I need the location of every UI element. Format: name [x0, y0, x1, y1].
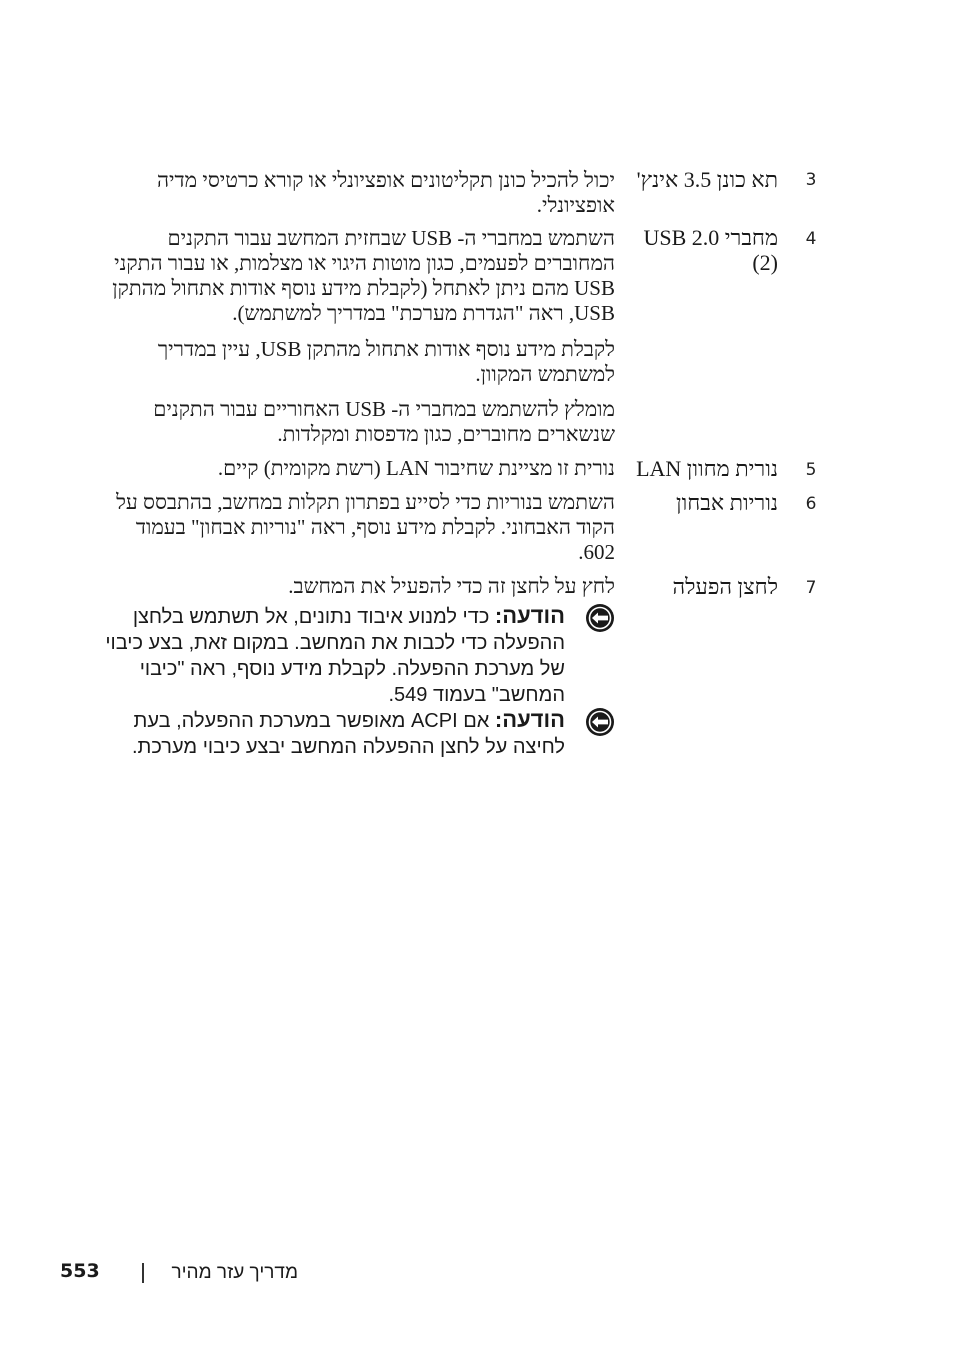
row-number: 7: [805, 578, 817, 598]
notice-circle-arrow-icon: [585, 603, 615, 633]
row-number: 5: [805, 460, 817, 480]
row-number: 4: [805, 229, 817, 249]
row-label: לחצן הפעלה: [672, 574, 778, 599]
row-label: נוריות אבחון: [676, 490, 778, 515]
row-description: נורית זו מציינת שחיבור LAN (רשת מקומית) קיים.: [217, 456, 615, 480]
row-number: 6: [805, 494, 817, 514]
footer-title: מדריך עזר מהיר: [171, 1262, 298, 1283]
notice-box: [100, 707, 615, 807]
notice-body: אם ACPI מאופשר במערכת ההפעלה, בעת לחיצה על לחצן ההפעלה המחשב יבצע כיבוי מערכת.: [131, 710, 565, 758]
notice-body: כדי למנוע איבוד נתונים, אל תשתמש בלחצן ההפעלה כדי לכבות את המחשב. במקום זאת, בצע כיבוי של מערכת ההפעלה. לקבלת מידע נוסף, ראה "כיבוי המחשב" בעמוד 549.: [105, 606, 565, 706]
notice-heading: הודעה:: [494, 603, 565, 628]
row-label: תא כונן 3.5 אינץ': [636, 167, 778, 192]
row-number: 3: [805, 170, 817, 190]
row-label: נורית מחוון LAN: [636, 456, 778, 481]
row-description: מומלץ להשתמש במחברי ה- USB האחוריים עבור התקנים שנשארים מחוברים, כגון מדפסות ומקלדות.: [153, 397, 615, 446]
row-description: השתמש במחברי ה- USB שבחזית המחשב עבור התקנים המחוברים לפעמים, כגון מוטות היגוי או מצלמות, או עבור התקני USB מהם ניתן לאתחל (לקבלת מידע נוסף אודות אתחול מהתקן USB, ראה "הגדרת מערכת" במדריך למשתמש).: [112, 226, 615, 325]
row-description: לקבלת מידע נוסף אודות אתחול מהתקן USB, עיין במדריך למשתמש המקוון.: [157, 337, 615, 386]
row-label: מחברי USB 2.0 (2): [643, 225, 778, 275]
row-description: לחץ על לחצן זה כדי להפעיל את המחשב.: [288, 574, 615, 598]
notice-text: [100, 707, 565, 760]
row-description: השתמש בנוריות כדי לסייע בפתרון תקלות במחשב, בהתבסס על הקוד האבחוני. לקבלת מידע נוסף, ראה "נוריות אבחון" בעמוד 602.: [116, 490, 615, 564]
notice-text: [100, 603, 565, 708]
notice-circle-arrow-icon: [585, 707, 615, 737]
row-description: יכול להכיל כונן תקליטונים אופציונלי או קורא כרטיסי מדיה אופציונלי.: [156, 168, 615, 217]
notice-heading: הודעה:: [494, 707, 565, 732]
page-number: 553: [60, 1260, 100, 1282]
notice-box: [100, 603, 615, 706]
footer-divider: [142, 1263, 144, 1283]
